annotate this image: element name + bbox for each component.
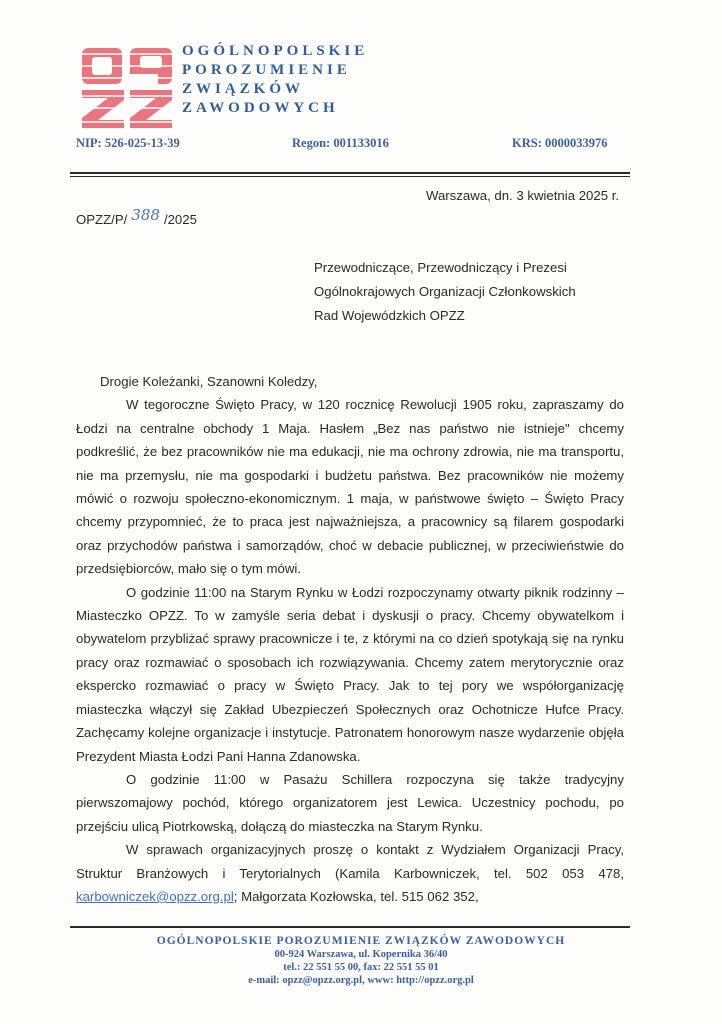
- recipient-line: Przewodniczące, Przewodniczący i Prezesi: [314, 260, 567, 275]
- salutation: Drogie Koleżanki, Szanowni Koledzy,: [100, 374, 318, 389]
- body-paragraph: W tegoroczne Święto Pracy, w 120 rocznicę Rewolucji 1905 roku, zapraszamy do Łodzi na centralne obchody 1 Maja. Hasłem „Bez nas państwo nie istnieje" chcemy podkreślić, że bez pracowników nie ma edukacji, nie ma ochrony zdrowia, nie ma transportu, nie ma przemysłu, nie ma gospodarki i budżetu państwa. Bez pracowników nie możemy mówić o rozwoju społeczno-ekonomicznym. 1 maja, w państwowe święto – Święto Pracy chcemy przypomnieć, że to praca jest najważniejsza, a pracownicy są filarem gospodarki oraz przychodów państwa i samorządów, choć w debacie publicznej, w przeciwieństwie do przedsiębiorców, mało się o tym mówi.: [76, 397, 624, 577]
- regon-number: Regon: 001133016: [292, 136, 389, 150]
- header-divider-thin: [70, 176, 630, 177]
- footer-divider: [70, 926, 630, 928]
- org-name: [182, 42, 368, 118]
- reference-handwritten-number: 388: [131, 206, 160, 224]
- footer-email-label: e-mail:: [248, 975, 283, 986]
- header-divider: [70, 172, 630, 174]
- footer-contact: [0, 974, 722, 987]
- letter-date: Warszawa, dn. 3 kwietnia 2025 r.: [426, 188, 620, 203]
- footer-phones: tel.: 22 551 55 00, fax: 22 551 55 01: [283, 962, 439, 973]
- org-name-line: ZWIĄZKÓW: [182, 81, 305, 97]
- footer-email-link[interactable]: opzz@opzz.org.pl: [282, 975, 363, 986]
- contact-rest: ; Małgorzata Kozłowska, tel. 515 062 352,: [233, 888, 479, 904]
- footer-address: 00-924 Warszawa, ul. Kopernika 36/40: [274, 949, 448, 960]
- reference-suffix: /2025: [163, 212, 197, 227]
- contact-paragraph: [76, 838, 624, 908]
- recipient-line: Ogólnokrajowych Organizacji Członkowskich: [314, 284, 576, 299]
- recipients-block: [314, 256, 576, 328]
- opzz-logo-icon: [80, 44, 176, 130]
- contact-email-link[interactable]: karbowniczek@opzz.org.pl: [76, 888, 234, 904]
- org-name-line: OGÓLNOPOLSKIE: [182, 43, 369, 59]
- footer: [0, 934, 722, 987]
- footer-www-link[interactable]: http://opzz.org.pl: [396, 975, 474, 986]
- org-name-line: ZAWODOWYCH: [182, 100, 339, 116]
- reference-prefix: OPZZ/P/: [76, 212, 128, 227]
- body-paragraph: O godzinie 11:00 na Starym Rynku w Łodzi rozpoczynamy otwarty piknik rodzinny – Miasteczko OPZZ. To w zamyśle seria debat i dyskusji o pracy. Chcemy obywatelkom i obywatelom przybliżać sprawy pracownicze i te, z którymi na co dzień spotykają się na rynku pracy oraz rozmawiać o sposobach ich rozwiązywania. Chcemy zatem merytorycznie oraz ekspercko rozmawiać o pracy w Święto Pracy. Jak to tej pory we współorganizację miasteczka włączył się Zakład Ubezpieczeń Społecznych oraz Ochotnicze Hufce Pracy. Zachęcamy kolejne organizacje i instytucje. Patronatem honorowym nasze wydarzenie objęła Prezydent Miasta Łodzi Pani Hanna Zdanowska.: [76, 584, 624, 764]
- reference-number: [76, 206, 197, 228]
- body-paragraph: O godzinie 11:00 w Pasażu Schillera rozpoczyna się także tradycyjny pierwszomajowy pochód, którego organizatorem jest Lewica. Uczestnicy pochodu, po przejściu ulicą Piotrkowską, dołączą do miasteczka na Starym Rynku.: [76, 771, 624, 834]
- contact-intro: W sprawach organizacyjnych proszę o kontakt z Wydziałem Organizacji Pracy, Struktur Branżowych i Terytorialnych (Kamila Karbowniczek, tel. 502 053 478,: [76, 842, 624, 881]
- footer-org-name: OGÓLNOPOLSKIE POROZUMIENIE ZWIĄZKÓW ZAWODOWYCH: [156, 935, 566, 947]
- nip-number: NIP: 526-025-13-39: [76, 136, 180, 150]
- krs-number: KRS: 0000033976: [512, 136, 608, 150]
- letter-body: [76, 370, 624, 908]
- footer-www-label: , www:: [362, 975, 397, 986]
- org-name-line: POROZUMIENIE: [182, 62, 351, 78]
- recipient-line: Rad Wojewódzkich OPZZ: [314, 308, 465, 323]
